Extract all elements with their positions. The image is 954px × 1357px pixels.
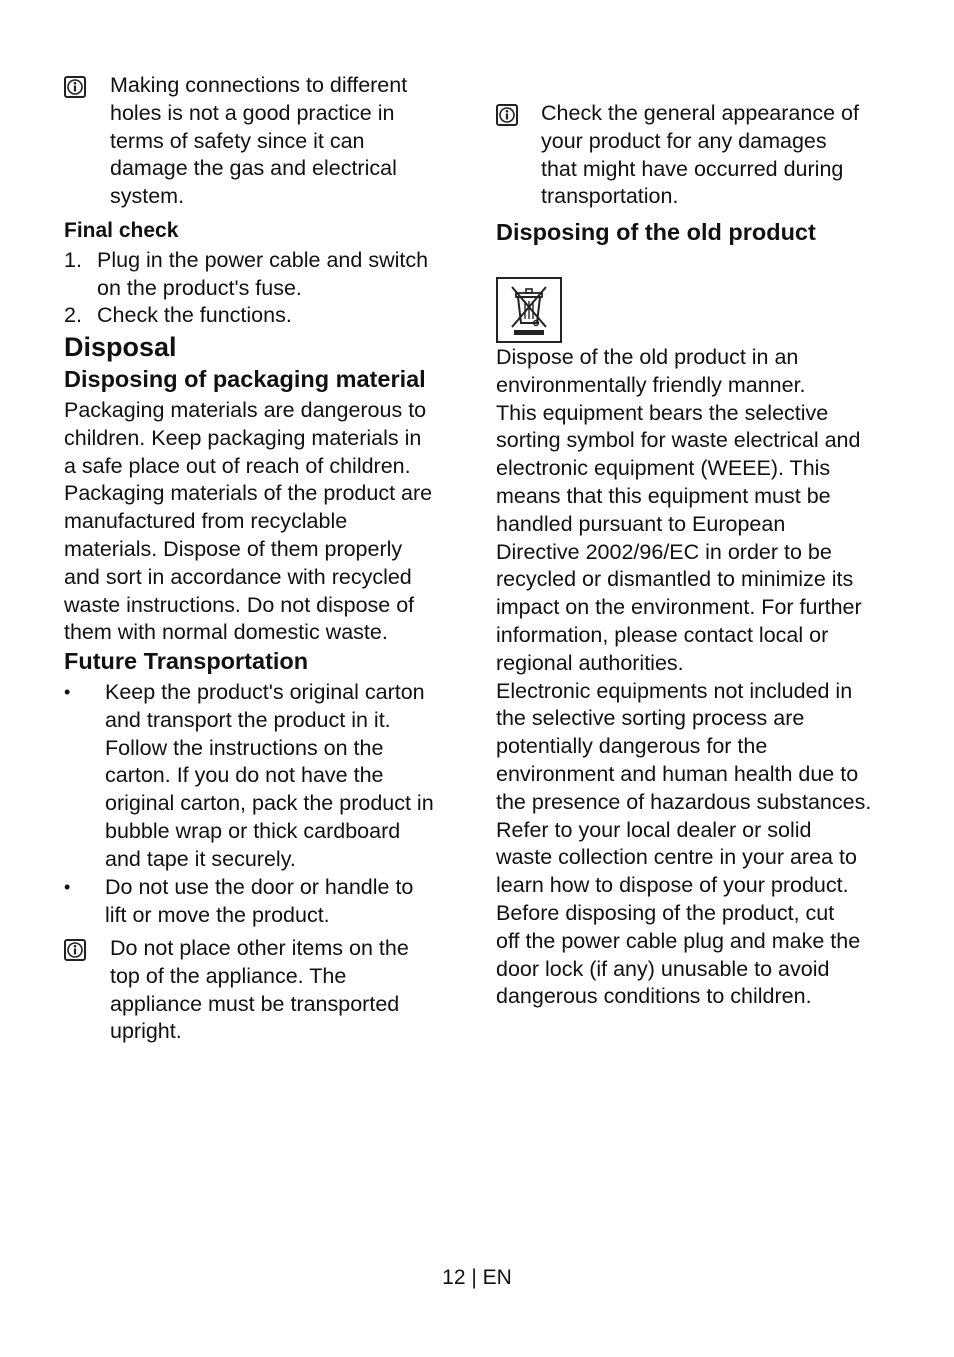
disposal-heading: Disposal — [64, 332, 177, 362]
final-check-item-2 — [64, 302, 464, 330]
bullet-line: and tape it securely. — [105, 846, 296, 871]
paragraph-line: Directive 2002/96/EC in order to be — [496, 539, 832, 564]
info-icon — [496, 104, 518, 126]
paragraph-line: manufactured from recyclable — [64, 509, 348, 534]
paragraph-line: recycled or dismantled to minimize its — [496, 567, 854, 592]
list-line: Plug in the power cable and switch — [97, 248, 429, 272]
paragraph-line: and sort in accordance with recycled — [64, 564, 412, 589]
paragraph-line: environment and human health due to — [496, 761, 859, 786]
paragraph-line: electronic equipment (WEEE). This — [496, 456, 831, 481]
future-transportation-heading: Future Transportation — [64, 648, 309, 674]
bullet-item — [64, 679, 464, 874]
info-icon — [64, 76, 86, 98]
paragraph-line: Refer to your local dealer or solid — [496, 817, 812, 842]
note-line: Check the general appearance of — [541, 101, 859, 125]
paragraph-line: This equipment bears the selective — [496, 400, 829, 425]
bullet-line: and transport the product in it. — [105, 707, 391, 732]
note-making-connections — [110, 72, 470, 211]
note-line: system. — [110, 184, 185, 209]
paragraph-line: off the power cable plug and make the — [496, 928, 861, 953]
paragraph-line: a safe place out of reach of children. — [64, 453, 411, 478]
paragraph-line: Before disposing of the product, cut — [496, 900, 835, 925]
paragraph-line: the presence of hazardous substances. — [496, 789, 872, 814]
bullet-symbol: • — [64, 877, 71, 897]
bullet-line: bubble wrap or thick cardboard — [105, 818, 401, 843]
list-item-text — [97, 302, 292, 330]
paragraph-line: impact on the environment. For further — [496, 595, 862, 620]
bullet-line: carton. If you do not have the — [105, 763, 384, 788]
paragraph-line: environmentally friendly manner. — [496, 372, 806, 397]
bullet-line: lift or move the product. — [105, 902, 330, 927]
weee-crossed-bin-icon — [496, 277, 562, 343]
bullet-line: Keep the product's original carton — [105, 680, 425, 704]
paragraph-line: sorting symbol for waste electrical and — [496, 428, 861, 453]
note-line: top of the appliance. The — [110, 963, 347, 988]
bullet-line: original carton, pack the product in — [105, 791, 434, 816]
note-line: appliance must be transported — [110, 991, 400, 1016]
note-check-appearance — [541, 100, 906, 211]
list-item-text — [97, 247, 428, 303]
paragraph-line: materials. Dispose of them properly — [64, 536, 403, 561]
paragraph-line: learn how to dispose of your product. — [496, 873, 849, 898]
old-product-heading: Disposing of the old product — [496, 219, 816, 245]
paragraph-line: the selective sorting process are — [496, 706, 805, 731]
paragraph-line: Electronic equipments not included in — [496, 678, 853, 703]
info-icon — [64, 939, 86, 961]
paragraph-line: dangerous conditions to children. — [496, 984, 812, 1009]
bullet-text — [105, 679, 465, 874]
note-line: upright. — [110, 1019, 182, 1044]
paragraph-line: waste instructions. Do not dispose of — [64, 592, 415, 617]
bullet-item — [64, 874, 464, 930]
bullet-line: Do not use the door or handle to — [105, 875, 414, 899]
list-number: 2. — [64, 303, 82, 327]
note-line: transportation. — [541, 184, 679, 209]
note-line: your product for any damages — [541, 128, 827, 153]
note-transport-upright — [110, 935, 470, 1046]
note-line: holes is not a good practice in — [110, 100, 395, 125]
paragraph-line: them with normal domestic waste. — [64, 620, 388, 645]
bullet-line: Follow the instructions on the — [105, 735, 384, 760]
paragraph-line: information, please contact local or — [496, 622, 829, 647]
note-line: Do not place other items on the — [110, 936, 409, 960]
packaging-heading: Disposing of packaging material — [64, 366, 426, 392]
final-check-heading: Final check — [64, 219, 179, 242]
list-number: 1. — [64, 248, 82, 272]
paragraph-line: potentially dangerous for the — [496, 734, 768, 759]
paragraph-line: regional authorities. — [496, 650, 684, 675]
page-number: 12 | EN — [442, 1266, 512, 1289]
bullet-text — [105, 874, 465, 930]
paragraph-line: Dispose of the old product in an — [496, 345, 799, 369]
bullet-symbol: • — [64, 682, 71, 702]
note-line: Making connections to different — [110, 73, 408, 97]
paragraph-line: Packaging materials are dangerous to — [64, 398, 427, 422]
paragraph-line: means that this equipment must be — [496, 483, 831, 508]
paragraph-line: Packaging materials of the product are — [64, 481, 433, 506]
paragraph-line: handled pursuant to European — [496, 511, 786, 536]
final-check-item-1 — [64, 247, 464, 303]
paragraph-line: waste collection centre in your area to — [496, 845, 857, 870]
packaging-paragraph — [64, 397, 464, 647]
note-line: that might have occurred during — [541, 156, 844, 181]
paragraph-line: children. Keep packaging materials in — [64, 425, 422, 450]
paragraph-line: door lock (if any) unusable to avoid — [496, 956, 830, 981]
old-product-paragraph — [496, 344, 906, 1011]
note-line: damage the gas and electrical — [110, 156, 397, 181]
list-line: Check the functions. — [97, 303, 292, 327]
list-line: on the product's fuse. — [97, 275, 302, 300]
note-line: terms of safety since it can — [110, 128, 365, 153]
